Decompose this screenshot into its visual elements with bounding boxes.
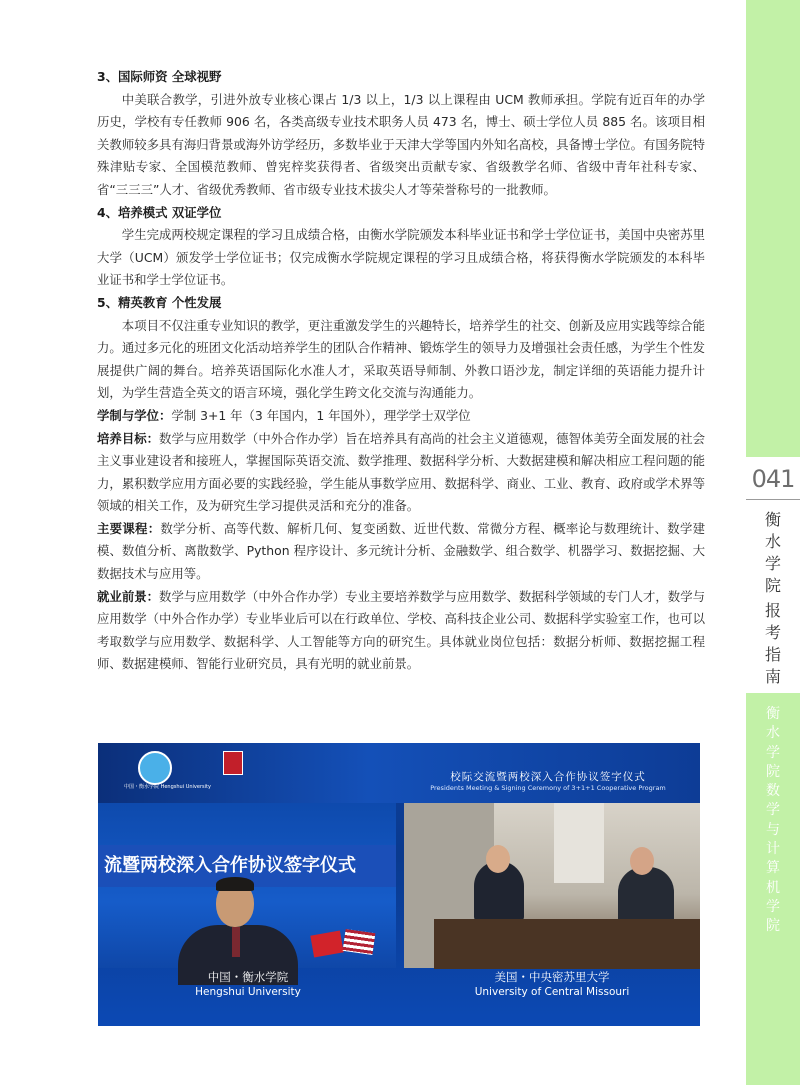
field-label: 学制与学位： — [97, 407, 172, 423]
caption-cn: 美国・中央密苏里大学 — [494, 970, 610, 984]
field-duration-degree — [97, 405, 705, 428]
caption-hengshui — [98, 969, 398, 999]
field-main-courses — [97, 518, 705, 586]
section-international-faculty — [97, 66, 705, 202]
field-label: 主要课程： — [97, 520, 161, 536]
sidebar-school-name: 衡 水 学 院 — [764, 510, 781, 595]
field-text: 数学与应用数学（中外合作办学）专业主要培养数学与应用数学、数据科学领域的专门人才，数学与应用数学（中外合作办学）专业毕业后可以在行政单位、学校、高科技企业公司、数据科学实验室工作，也可以考取数学与应用数学、数据科学、人工智能等方向的研究生。具体就业岗位包括：数据分析师、数据挖掘工程师、数据建模师、智能行业研究员，具有光明的就业前景。 — [97, 588, 706, 672]
caption-en: University of Central Missouri — [474, 986, 630, 998]
caption-en: Hengshui University — [195, 986, 301, 998]
sidebar-top-band — [746, 0, 800, 457]
signing-ceremony-photo — [98, 743, 700, 1026]
section-paragraph: 中美联合教学，引进外放专业核心课占 1/3 以上，1/3 以上课程由 UCM 教师承担。学院有近百年的办学历史，学校有专任教师 906 名，各类高级专业技术职务人员 473 名，博士、硕士学位人员 885 名。该项目相关教师较多具有海归背景或海外访学经历，多数毕业于天津大学等国内外知名高校，具备博士学位。有国务院特殊津贴专家、全国模范教师、曾宪梓奖获得者、省级突出贡献专家、省级教学名师、省级中青年社科专家、省“三三三”人才、省级优秀教师、省市级专业技术拔尖人才等荣誉称号的一批教师。 — [97, 91, 705, 197]
ceremony-subtitle: Presidents Meeting & Signing Ceremony of 3+1+1 Cooperative Program — [430, 784, 666, 792]
section-elite-education — [97, 292, 705, 405]
hengshui-logo-icon — [138, 751, 172, 785]
section-title: 3、国际师资 全球视野 — [97, 69, 222, 84]
signing-official-right-2 — [618, 867, 674, 927]
field-text: 数学分析、高等代数、解析几何、复变函数、近世代数、常微分方程、概率论与数理统计、数学建模、数值分析、离散数学、Python 程序设计、多元统计分析、金融数学、组合数学、机器学习、数据挖掘、大数据技术与应用等。 — [97, 520, 706, 582]
backdrop-banner: 流暨两校深入合作协议签字仪式 — [98, 845, 396, 887]
caption-ucm — [404, 969, 700, 999]
right-sidebar — [746, 0, 800, 1085]
section-training-mode — [97, 202, 705, 292]
page-number-rule — [746, 499, 800, 500]
signing-official-left — [178, 881, 298, 981]
main-content — [97, 66, 705, 676]
field-label: 就业前景： — [97, 588, 160, 604]
section-title: 4、培养模式 双证学位 — [97, 204, 222, 220]
video-panel-hengshui — [98, 803, 396, 968]
field-label: 培养目标： — [97, 430, 160, 446]
china-flag-icon — [310, 931, 343, 958]
section-paragraph: 学生完成两校规定课程的学习且成绩合格，由衡水学院颁发本科毕业证书和学士学位证书，美国中央密苏里大学（UCM）颁发学士学位证书；仅完成衡水学院规定课程的学习且成绩合格，将获得衡水学院颁发的本科毕业证书和学士学位证书。 — [97, 227, 705, 288]
sidebar-bottom-band — [746, 693, 800, 1085]
field-training-goal — [97, 428, 705, 518]
sidebar-title-block — [746, 457, 800, 693]
video-panel-ucm — [404, 803, 700, 968]
logo-caption: 中国・衡水学院 Hengshui University — [124, 784, 211, 790]
photo-top-strip — [98, 743, 700, 803]
sidebar-guide-title: 报 考 指 南 — [764, 601, 781, 686]
field-career-prospects — [97, 586, 705, 676]
page-number: 041 — [751, 465, 795, 493]
us-flag-icon — [343, 929, 376, 955]
field-text: 数学与应用数学（中外合作办学）旨在培养具有高尚的社会主义道德观，德智体美劳全面发展的社会主义事业建设者和接班人，掌握国际英语交流、数学推理、数据科学分析、大数据建模和解决相应工程问题的能力，累积数学应用方面必要的实践经验，学生能从事数学应用、数据科学、商业、工业、教育、政府或学术界等领域的相关工作，及为研究生学习提供灵活和充分的准备。 — [97, 430, 706, 514]
ceremony-title: 校际交流暨两校深入合作协议签字仪式 — [450, 771, 646, 783]
conference-table — [434, 919, 700, 969]
ucm-shield-icon — [223, 751, 243, 775]
section-title: 5、精英教育 个性发展 — [97, 294, 222, 310]
caption-cn: 中国・衡水学院 — [207, 970, 289, 984]
field-text: 学制 3+1 年（3 年国内，1 年国外），理学学士双学位 — [171, 407, 471, 423]
sidebar-department-name: 衡 水 学 院 数 学 与 计 算 机 学 院 — [766, 706, 780, 935]
section-paragraph: 本项目不仅注重专业知识的教学，更注重激发学生的兴趣特长，培养学生的社交、创新及应用实践等综合能力。通过多元化的班团文化活动培养学生的团队合作精神、锻炼学生的领导力及增强社会责任感，为学生个性发展提供广阔的舞台。培养英语国际化水准人才，采取英语导师制、外教口语沙龙，制定详细的英语能力提升计划，为学生营造全英文的语言环境，强化学生跨文化交流与沟通能力。 — [97, 317, 705, 401]
